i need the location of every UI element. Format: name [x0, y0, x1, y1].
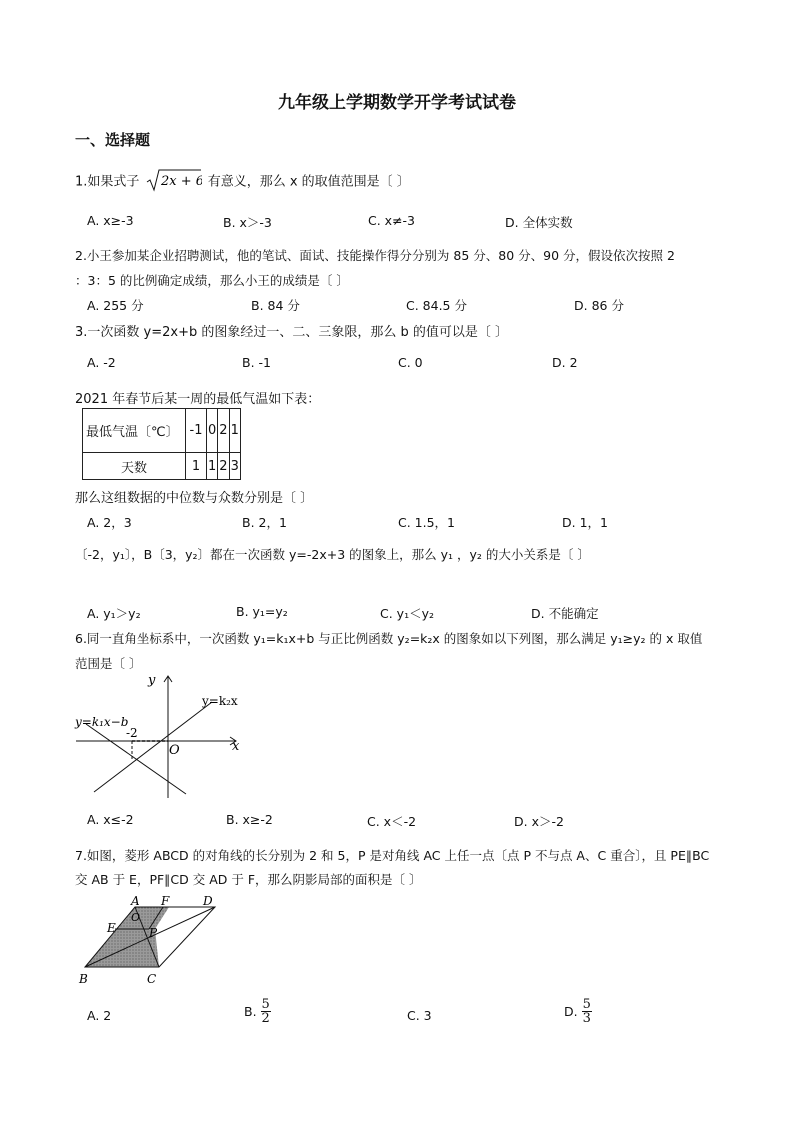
point-e-label: E	[107, 921, 116, 935]
table-cell: 1	[186, 453, 207, 480]
question-6-line2: 范围是〔 〕	[75, 656, 142, 671]
section-heading: 一、选择题	[75, 131, 151, 149]
origin-label: O	[169, 743, 180, 758]
q5-option-a[interactable]: A. y₁＞y₂	[87, 606, 141, 621]
temperature-table	[82, 408, 241, 480]
point-p-label: P	[149, 926, 158, 940]
point-f-label: F	[161, 895, 170, 908]
table-row-label: 天数	[83, 453, 186, 480]
table-cell: 1	[207, 453, 218, 480]
q4-option-c[interactable]: C. 1.5，1	[398, 515, 456, 530]
sqrt-expression	[146, 168, 202, 196]
q1-suffix: 有意义，那么 x 的取值范围是〔 〕	[207, 174, 410, 190]
point-d-label: D	[203, 895, 213, 908]
fraction-denominator: 2	[261, 1011, 270, 1026]
table-row	[83, 453, 241, 480]
question-7-line2: 交 AB 于 E，PF∥CD 交 AD 于 F，那么阴影局部的面积是〔 〕	[75, 872, 422, 887]
x-axis-label: x	[232, 739, 240, 754]
q2-option-d[interactable]: D. 86 分	[574, 298, 624, 313]
question-2-line1: 2.小王参加某企业招聘测试，他的笔试、面试、技能操作得分分别为 85 分、80 分、90 分，假设依次按照 2	[75, 248, 675, 263]
q6-option-c[interactable]: C. x＜-2	[367, 814, 417, 829]
q1-option-d[interactable]: D. 全体实数	[505, 215, 573, 230]
q5-option-d[interactable]: D. 不能确定	[531, 606, 599, 621]
table-row-label: 最低气温〔℃〕	[83, 409, 186, 453]
q7-option-c[interactable]: C. 3	[407, 1008, 432, 1023]
line-y1-label: y=k₁x−b	[75, 715, 129, 729]
q3-option-b[interactable]: B. -1	[242, 355, 271, 370]
line-y2-label: y=k₂x	[202, 694, 238, 708]
point-a-label: A	[131, 895, 140, 908]
q7-option-d-prefix: D.	[564, 1004, 578, 1019]
question-4-intro: 2021 年春节后某一周的最低气温如下表：	[75, 392, 321, 407]
fraction-numerator: 5	[582, 997, 591, 1012]
question-3: 3.一次函数 y=2x+b 的图象经过一、二、三象限，那么 b 的值可以是〔 〕	[75, 325, 509, 340]
q2-option-b[interactable]: B. 84 分	[251, 298, 300, 313]
q3-option-a[interactable]: A. -2	[87, 355, 116, 370]
question-5: 〔-2，y₁〕，B〔3，y₂〕都在一次函数 y=-2x+3 的图象上，那么 y₁ ，y₂ 的大小关系是〔 〕	[75, 547, 590, 562]
fraction-denominator: 3	[582, 1011, 591, 1026]
q7-option-b[interactable]	[244, 998, 271, 1025]
q1-option-c[interactable]: C. x≠-3	[368, 213, 416, 228]
q4-option-d[interactable]: D. 1，1	[562, 515, 608, 530]
question-2-line2: ：3：5 的比例确定成绩，那么小王的成绩是〔 〕	[75, 273, 349, 288]
q2-option-a[interactable]: A. 255 分	[87, 298, 144, 313]
point-o-label: O	[131, 911, 141, 924]
point-b-label: B	[79, 972, 88, 986]
q7-option-a[interactable]: A. 2	[87, 1008, 112, 1023]
shaded-region-lower	[85, 929, 159, 967]
q5-option-b[interactable]: B. y₁=y₂	[236, 604, 288, 619]
q3-option-c[interactable]: C. 0	[398, 355, 423, 370]
q5-option-c[interactable]: C. y₁＜y₂	[380, 606, 434, 621]
q7-option-d[interactable]	[564, 998, 592, 1025]
q7-rhombus-figure	[75, 895, 235, 991]
q6-option-b[interactable]: B. x≥-2	[226, 812, 273, 827]
question-4: 那么这组数据的中位数与众数分别是〔 〕	[75, 491, 314, 506]
table-row	[83, 409, 241, 453]
table-cell: 2	[218, 453, 229, 480]
table-cell: -1	[186, 409, 207, 453]
point-c-label: C	[147, 972, 157, 986]
question-7-line1: 7.如图，菱形 ABCD 的对角线的长分别为 2 和 5，P 是对角线 AC 上任一点〔点 P 不与点 A、C 重合〕，且 PE∥BC	[75, 848, 710, 863]
fraction-numerator: 5	[261, 997, 270, 1012]
fraction-5-over-3	[582, 998, 592, 1025]
q4-option-b[interactable]: B. 2，1	[242, 515, 287, 530]
question-6-line1: 6.同一直角坐标系中，一次函数 y₁=k₁x+b 与正比例函数 y₂=k₂x 的图象如以下列图，那么满足 y₁≥y₂ 的 x 取值	[75, 631, 703, 646]
table-cell: 0	[207, 409, 218, 453]
page-title: 九年级上学期数学开学考试试卷	[278, 93, 516, 113]
table-cell: 3	[229, 453, 240, 480]
table-cell: 2	[218, 409, 229, 453]
q4-option-a[interactable]: A. 2，3	[87, 515, 132, 530]
radical-sign-icon	[146, 168, 202, 192]
fraction-5-over-2	[261, 998, 271, 1025]
q3-option-d[interactable]: D. 2	[552, 355, 578, 370]
y-axis-label: y	[148, 673, 156, 688]
question-1	[75, 168, 410, 196]
tick-label: -2	[126, 726, 138, 740]
q6-graph	[74, 670, 254, 800]
table-cell: 1	[229, 409, 240, 453]
q6-option-a[interactable]: A. x≤-2	[87, 812, 134, 827]
q6-option-d[interactable]: D. x＞-2	[514, 814, 564, 829]
q2-option-c[interactable]: C. 84.5 分	[406, 298, 467, 313]
q1-radicand: 2x + 6	[160, 174, 202, 189]
q1-option-b[interactable]: B. x＞-3	[223, 215, 272, 230]
q1-option-a[interactable]: A. x≥-3	[87, 213, 134, 228]
q7-option-b-prefix: B.	[244, 1004, 257, 1019]
q1-prefix: 1.如果式子	[75, 174, 140, 190]
